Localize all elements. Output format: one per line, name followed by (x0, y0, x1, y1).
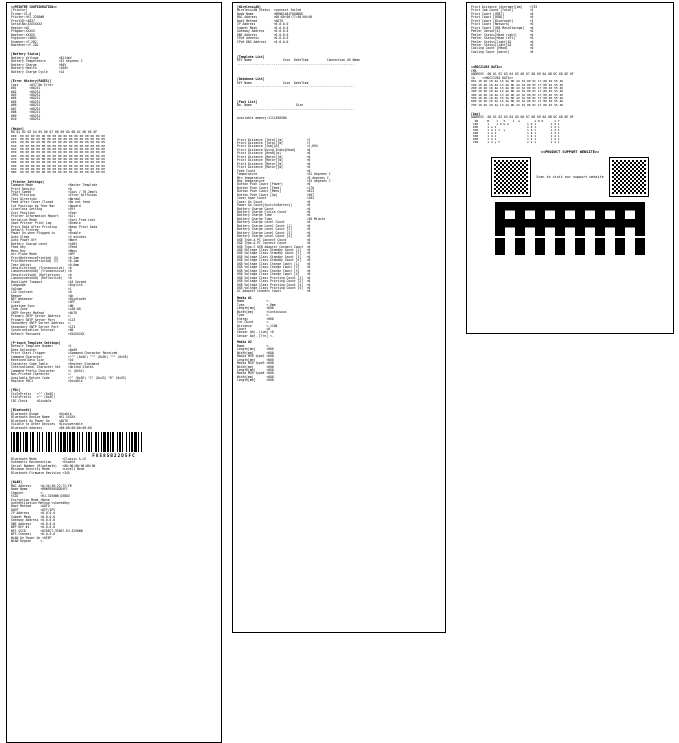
config-line: Enginver:<4B81 (11, 36, 37, 41)
config-line: Length[mm] <600 (237, 357, 274, 362)
rdc-hex-dump (471, 80, 669, 107)
config-line: Length[mm] <600 (237, 378, 274, 383)
config-line: 090 00 00 00 00 00 00 00 00 00 00 00 00 00 00 00 00 (11, 163, 105, 168)
maint-title: [Maint] (11, 126, 24, 131)
config-line: Non-Printed Character <- (11, 372, 72, 377)
config-line: Print Distance [Motor][m] <0 (237, 165, 311, 170)
database-list-title: [Database List] (237, 77, 265, 82)
config-line: Cover Open Count <103 (237, 196, 315, 201)
media2-block (237, 345, 441, 383)
config-line: #09 <00231 (11, 113, 41, 118)
config-line: Peeler Status[Head right] <0 (471, 32, 534, 37)
bluetooth-title: [Bluetooth] (11, 408, 32, 413)
config-line: Firmer:V2.0 (11, 11, 32, 16)
config-line: #07 <00231 (11, 106, 41, 111)
config-line: Width[mm] <Continuous (237, 309, 287, 314)
config-line: Minimum Security Mode <Level1 None (11, 467, 85, 472)
config-line: WEP KEY #1 <0.0.0.0 (11, 525, 56, 530)
printer-config-sheet-right (466, 2, 674, 334)
config-line: Print Density <0 (11, 186, 72, 191)
config-line: Subnet Mask <0.0.0.0 (11, 514, 56, 519)
config-line: DNS Address <0.0.0.0 (11, 521, 56, 526)
config-line: Peeler Status[light]A2 <0 (471, 39, 534, 44)
config-line: Battery Charge Time <0 (237, 213, 311, 218)
config-line: 000 00 00 00 00 00 00 00 00 00 00 00 00 00 00 00 00 (11, 133, 105, 138)
template-list-rule: ---------------------------------------------------------------- (237, 61, 355, 66)
config-line: 700 18 4D 18 4A 13 4A 0D 42 3A 00 0C 17 00 40 55 4D (471, 102, 564, 107)
config-line: 0A0 00 00 00 00 00 00 00 00 00 00 00 00 00 00 00 00 (11, 166, 105, 171)
config-line: Type <-9mm (237, 302, 276, 307)
qr-code-icon-2 (610, 158, 648, 196)
config-line: Print Distance [Total][m] <7 (237, 140, 311, 145)
config-line: Time Zone <+00:00 (11, 307, 81, 312)
config-line: WirelessLAN Status <connect failed (237, 8, 302, 13)
config-line: 080 00 00 00 00 00 00 00 00 00 00 00 00 00 00 00 00 (11, 160, 105, 165)
config-line: USB Type-C USB Adapter Connect Count <0 (237, 244, 311, 249)
support-website-header: <<PRODUCT SUPPORT WEBSITE>> (540, 149, 600, 154)
config-line: 600 18 4D 18 4A 13 4A 0D 42 3A 00 0C 17 00 40 55 4D (471, 99, 564, 104)
usage-counters-block (237, 139, 441, 294)
config-line: Autotime Sync <ON (11, 303, 74, 308)
config-line: Sensor Adj. [Trn] <- (237, 333, 274, 338)
config-line: SerialNo:XXXXXXXX (11, 22, 43, 27)
config-line: Encryption Mode <None (11, 497, 50, 502)
config-line: Length[mm] <600 (237, 306, 274, 311)
config-line: Gateway Address <0.0.0.0 (237, 29, 289, 34)
config-line: Battery Charge Count <0 (237, 206, 311, 211)
config-line: Print Distance [Average][mm] <733 (471, 5, 538, 9)
config-line: Bluetooth Address <00:00:00:00:00:00 (11, 425, 92, 430)
config-line: Progmar:XXXXX (11, 29, 35, 34)
config-line: Battery Voltage <8214mV (11, 55, 72, 60)
ptouch-template-title: [P-touch Template Settings] (11, 341, 61, 346)
config-line: Battery Charge Level Count [3] <0 (237, 230, 311, 235)
available-memory: Available memory:1111490580 (237, 116, 287, 121)
asp-art-block (471, 120, 669, 144)
config-line: USB Type-A PC Connect Count <0 (237, 237, 311, 242)
config-line: Available Return Code <^^ (0x5E) "C" (0x43) "R" (0x52) (11, 375, 127, 380)
config-line: Battery Charge <90% (11, 62, 67, 67)
config-line: Button Push Count [Power] <0 (237, 182, 311, 187)
config-line: Print Distance [Motor][m] <0 (237, 158, 311, 163)
config-line: Cover On Count <0 (237, 199, 311, 204)
media1-block (237, 300, 441, 338)
config-line: 060 00 00 00 00 00 00 00 00 00 00 00 00 00 00 00 00 (11, 153, 105, 158)
database-list-rule: ---------------------------------------------------------------- (237, 84, 355, 89)
qr-code-icon (492, 158, 530, 196)
hex-address-header: ADDRESS 00 01 02 03 04 05 06 07 08 09 0A 0B 0C 0D 0E 0F (471, 72, 574, 77)
database-list-header: KEY Name Size DateTime (237, 80, 309, 85)
config-line: 200 1 a 1 1 4 1 1 4 1 (471, 124, 560, 129)
template-list-header: KEY Name Size DateTime Connection OS Name (237, 58, 360, 63)
config-line: USB Voltage Class Printing Count [4] <0 (237, 286, 311, 290)
asp-address-header: ADDRESS 00 01 02 03 04 05 06 07 08 09 0A 0B 0C 0D 0E 0F (471, 115, 574, 120)
config-line: USB Voltage Class Printing Count [2] <0 (237, 279, 311, 284)
hex-sub-header: 1A <<RDC21V03 DATA>> (471, 75, 514, 80)
config-line: Print Job Count [Total] <3 (471, 8, 534, 13)
config-line: DHCP <OFF/IPS (11, 507, 56, 512)
config-line: Replace FNC1 <Disable (11, 379, 83, 383)
config-line: Menu Key <Menu (11, 248, 78, 253)
config-line: AC Adapter Connect Count <0 (237, 289, 311, 294)
config-line: Width[mm] <600 (237, 364, 274, 369)
config-line: 200 18 4D 18 4A 13 4A 0D 42 3A 00 0C 17 00 40 55 4D (471, 85, 564, 90)
config-line: USB Voltage Class Charge Count [1] <0 (237, 261, 311, 266)
config-line: USB Voltage Class Charge Count [4] <0 (237, 272, 311, 277)
config-line: Serial Number (Bluetooth) <00:00:00:00:00:00 (11, 463, 96, 468)
config-line: Peeler Status[light]A3 <0 (471, 42, 534, 47)
config-line: Default Password <XXXXXXXX (11, 331, 85, 336)
config-line: Print Distance [Head][m] <0 (237, 151, 311, 156)
config-line: Text Direction <Normal (11, 196, 81, 201)
config-line: Button Push Count [Feed] <170 (237, 185, 315, 190)
config-line: LCD Contrast <0 (11, 290, 72, 295)
config-line: USB Type-A PC Connect Count <0 (237, 241, 311, 246)
config-line: Bluetooth Device Name <RJ-XXXXX (11, 415, 76, 420)
error-history-title: [Error History(PAGES)] (11, 79, 52, 84)
config-line: 040 00 00 00 00 00 00 00 00 00 00 00 00 00 00 00 00 (11, 146, 105, 151)
pdl-block (11, 393, 217, 403)
config-line: Backlight Timeout <16 Second (11, 279, 87, 284)
config-line: WFS Channel <0.0.0.0 (11, 532, 56, 537)
config-line: 0B0 00 00 00 00 00 00 00 00 00 00 00 00 00 00 00 00 (11, 170, 105, 175)
config-line: IPv6 Address <0.0.0.0 (237, 36, 289, 41)
config-line: LuminescenceAdj (Reflective) <0 (11, 276, 72, 281)
config-line: 020 00 00 00 00 00 00 00 00 00 00 00 00 00 00 00 00 (11, 140, 105, 145)
config-line: Auto Sleep <3 minutes (11, 234, 87, 239)
config-line: Serialize Mode <Cont From Last (11, 217, 96, 222)
barcode-label: F858SB22D5FC (92, 452, 136, 458)
config-line: Region:<US (11, 25, 30, 30)
config-line: Battery Charge Level Count [4] <0 (237, 234, 311, 239)
config-line: International Character Set <United States (11, 365, 94, 370)
printer-settings-block (11, 184, 217, 336)
printer-config-sheet-middle (232, 2, 446, 633)
template-list-title: [Template List] (237, 54, 265, 59)
config-line: #02 <00231 (11, 89, 41, 94)
config-line: Max temperature <35 degrees C (237, 178, 331, 183)
maint-address-header: 00 01 02 03 04 05 06 07 08 09 0A 0B 0C 0D 0E 0F (11, 130, 98, 135)
config-line: Battery Health <100% (11, 66, 68, 71)
config-line: Air-Plane Mode <OFF (11, 252, 76, 257)
printer-config-sheet-left (6, 2, 222, 743)
config-line: PrintReferencePrintAdj (Y) <0.1mm (11, 259, 79, 264)
config-line: Type <- (237, 313, 271, 318)
maint-hex-dump (11, 135, 217, 175)
config-line: SensitivityAdj (Reflective) <0 (11, 272, 72, 277)
config-line: Gateway Address <0.0.0.0 (11, 518, 56, 523)
config-line: Feed Count <0 (237, 168, 311, 173)
config-line: Save Printer Print Log <Enable (11, 221, 81, 226)
printer-settings-title: [Printer Settings] (11, 179, 45, 184)
config-line: Command Mode <Raster Template (11, 183, 98, 188)
config-line: Print Distance [Total][m] <7 (237, 137, 311, 142)
config-line: 030 00 00 00 00 00 00 00 00 00 00 00 00 00 00 00 00 (11, 143, 105, 148)
config-line: JPEG Printing <Error Diffusion (11, 193, 98, 198)
config-line: Boot Method <AUTO (237, 18, 283, 23)
font-list-title: [Font List] (237, 99, 258, 104)
bluetooth-block (11, 413, 217, 430)
config-line: Clock <OFF (11, 300, 76, 305)
config-line: 100 1 1 0 U A 1 4 1 1 4 1 (471, 121, 560, 126)
config-line: Bluetooth Firmware Revision <345 (11, 470, 70, 475)
config-line: Media MCN type2 <600 (237, 354, 274, 359)
config-line: MAC Address <00:80:00:77:00:00:00 (237, 15, 313, 20)
bluetooth-extra-block (11, 458, 217, 475)
config-line: Default Printed <0 (11, 227, 72, 232)
config-line: 00 B 1 5 1 a 1 0 0 1 7 (471, 118, 560, 123)
rdc-data-title: <<RDC21V03 DATA>> (471, 65, 503, 70)
config-line: Battery Temperature <32 degrees C (11, 59, 83, 64)
calibration-pattern (495, 202, 645, 236)
config-line: Last <#37 No Error (11, 82, 54, 87)
config-line: Print Distance Using Index[Head] <0 (237, 147, 311, 152)
config-line: 001 18 4D 18 4A 13 4A 0D 42 3A 00 0C 17 00 40 55 4D (471, 79, 564, 84)
config-line: Count <0 (237, 326, 271, 331)
config-line: Channel <- (11, 490, 45, 495)
font-list-header: No. Name Size (237, 103, 304, 108)
config-line: Peeler Status[Head left] <0 (471, 36, 534, 41)
barcode-image (11, 432, 217, 452)
config-line: Feed After Cover Closed <Do not feed (11, 200, 90, 205)
config-line: Print Count [Network] <0 (471, 22, 534, 27)
config-line: #03 <00231 (11, 92, 41, 97)
config-line: Print Data After Printing <Keep Print Data (11, 224, 98, 229)
config-line: Beeper <On (11, 293, 74, 298)
wlan-block (11, 485, 217, 544)
config-line: Name <- (237, 299, 271, 304)
config-line: Bootver:XXXXX (11, 32, 35, 37)
config-line: Temperature <32 degrees C (237, 172, 331, 177)
config-line: Default Template Number <1 (11, 344, 72, 349)
config-line: Width[mm] <600 (237, 350, 274, 355)
config-line: USB Voltage Class Printing Count [1] <0 (237, 275, 311, 280)
error-history-block (11, 84, 217, 122)
config-line: Character Code Table <Brother Standard (11, 361, 100, 366)
config-line: Exit Position <Tear (11, 210, 78, 215)
config-line: Node Name <BRN01A81F0D00DD (237, 11, 304, 16)
config-line: FixFxPrefix <^^ (0x5E) (11, 391, 56, 396)
config-line: [Printer] (11, 8, 28, 13)
config-line: MAC Address <0:SA:38:22:72:FB (11, 483, 72, 488)
wirelesslan-block (237, 9, 441, 44)
config-line: PrintID:<4837 (11, 18, 35, 23)
config-line: 070 00 00 00 00 00 00 00 00 00 00 00 00 00 00 00 00 (11, 156, 105, 161)
config-line: WLAN On Power On <KEEP (11, 535, 52, 540)
config-line: Printer:<RJ-3250WB (11, 15, 45, 20)
config-line: SensitivityAdj (Transmissive) <0 (11, 265, 72, 270)
config-line: #05 <00231 (11, 99, 41, 104)
config-line: IP Address <0.0.0.0 (237, 22, 289, 27)
config-line: Width[mm] <600 (237, 374, 274, 379)
config-line: 600 1 4 1 1 4 1 1 4 1 (471, 136, 560, 141)
config-line: DNS Address <0.0.0.0 (237, 32, 289, 37)
config-line: Power On Count[Switch/Battery] <0 (237, 203, 311, 208)
config-line: Print Count [Bluetooth] <3 (471, 18, 534, 23)
config-line: NFC Wakeover <Bluetooth (11, 297, 87, 302)
config-line: Battery Charge Cycle <14 (11, 69, 65, 74)
config-line: Energy <600 (237, 316, 274, 321)
config-line: Print Count [USB MassStorage] <0 (471, 25, 534, 30)
config-line: Visible to Other Devices <Discoverable (11, 422, 83, 427)
config-line: Battery Charge Time <30 Minute (237, 216, 326, 221)
config-line: Cooling Count [motor] <0 (471, 49, 534, 54)
config-line: Power On when Plugged in <Enable (11, 231, 81, 236)
qr-row (471, 158, 669, 196)
config-title: <<PRINTER CONFIGURATION>> (11, 5, 57, 9)
config-line: Button Push Count [Menu] <823 (237, 189, 315, 194)
config-line: USB Voltage Class Standby Count [4] <0 (237, 258, 311, 263)
config-line: USB Voltage Class Standby Count [2] <0 (237, 251, 311, 256)
config-line: Language <English (11, 283, 83, 288)
battery-status-title: [Battery Status] (11, 52, 41, 57)
config-line: Volume <1 (11, 286, 72, 291)
config-line: 300 18 4D 18 4A 13 4A 0D 42 3A 00 0C 17 00 40 55 4D (471, 89, 564, 94)
config-line: Media MCN type3 <600 (237, 361, 274, 366)
config-line: Name <- (237, 343, 271, 348)
config-line: USB Voltage Class Charge Count [2] <0 (237, 265, 311, 270)
config-line: Bluetooth On Power On <AUTO (11, 418, 68, 423)
config-line: IPv6 DNS Address <0.0.0.0 (237, 39, 289, 44)
qr-caption: Scan to visit our support website (536, 174, 604, 179)
config-line: IP Address <0.0.0.0 (11, 511, 56, 516)
config-line: Feed Key <Feed (11, 245, 78, 250)
config-line: #10 <00231 (11, 117, 41, 122)
config-line: Command Character <^^^ (0x5E) "^" (0x5E) "^" (0x5E) (11, 354, 129, 359)
config-line: Length[mm] <600 (237, 367, 274, 372)
config-line: 300 1 4 1 1 y 1 4 1 1 4 1 (471, 127, 560, 132)
config-line: #04 <00231 (11, 96, 41, 101)
print-counters-block (471, 6, 669, 54)
config-line: Peeler Sensor[A] <0 (471, 29, 534, 34)
config-line: #08 <00231 (11, 110, 41, 115)
config-line: 400 18 4D 18 4A 13 4A 0D 42 3A 00 0C 17 00 40 55 4D (471, 92, 564, 97)
battery-status-block (11, 57, 217, 74)
wlan-title: [WLAN] (11, 480, 23, 485)
config-line: Secondary SNTP Server Address <- (11, 321, 72, 326)
config-line: Command Prefix Character <\ (0x5C) (11, 368, 85, 373)
config-line: 400 1 4 1 1 4 1 1 4 1 (471, 130, 560, 135)
config-line: USB Voltage Class Charge Count [3] <0 (237, 268, 311, 273)
media1-title: Media #1 (237, 295, 252, 300)
config-line: 010 00 00 00 00 00 00 00 00 00 00 00 00 00 00 00 00 (11, 136, 105, 141)
config-line: PrintReferencePrintAdj (X) <0.2mm (11, 255, 79, 260)
config-line: Printer Information Report <All (11, 214, 76, 219)
config-line: Media MCN type4 <600 (237, 371, 274, 376)
config-line: 050 00 00 00 00 00 00 00 00 00 00 00 00 00 00 00 00 (11, 150, 105, 155)
config-line: 500 1 4 1 1 4 1 1 4 1 (471, 133, 560, 138)
config-line: Print Count [USBT] <0 (471, 11, 534, 16)
config-line: Print Distance [Motor][m] <0 (237, 161, 311, 166)
config-line: Automatic Reconnection <Enable (11, 460, 76, 465)
config-line: Battery Charge Level Count [2] <0 (237, 227, 311, 232)
config-line: Node Name <BRWF858SB2D5FC (11, 487, 68, 492)
config-line: Boardver:<F.2D2 (11, 42, 39, 47)
config-line: Button Push Count [Up] <567 (237, 192, 315, 197)
ptouch-template-block (11, 345, 217, 383)
config-line: 700 1 4 y T 1 4 1 1 4 1 (471, 139, 560, 144)
config-line: 100 18 4D 18 4A 13 4A 0D 42 3A 00 0C 17 00 40 55 4D (471, 82, 564, 87)
config-line: Battery Charge Level Count [1] <0 (237, 223, 311, 228)
config-line: #01 <00231 (11, 86, 41, 91)
config-line: Synchronization Interval <60 (11, 328, 74, 333)
pdl-title: [PDL] (11, 388, 21, 393)
config-line: Print Count [USBD] <0 (471, 15, 534, 20)
config-line: FixFxPrefix <^^ (0x5E) (11, 395, 56, 400)
config-line: Enumver:<F.2B2 (11, 39, 37, 44)
config-line: Secondary SNTP Server Port <123 (11, 324, 76, 329)
config-line: Battery Charge Level <100% (11, 241, 78, 246)
config-line: USB Voltage Class Standby Count [1] <0 (237, 248, 311, 253)
config-line: CRC Check <Disable (11, 398, 52, 403)
config-line: WLAN Region <- (11, 538, 45, 543)
config-line: Primary SNTP Server Address <- (11, 314, 72, 319)
config-line: Battery Charge Level Count <0 (237, 220, 311, 225)
config-line: Distance <-1100 (237, 323, 278, 328)
config-line: Min temperature <9 degrees C (237, 175, 329, 180)
config-line: Authentication Method <sharedKey (11, 500, 70, 505)
config-line: WFS SSID <DIRECT-3SD07-RJ-3250WB (11, 528, 83, 533)
font-list-rule: ---------------------------------------------------------------- (237, 106, 355, 111)
config-line: USB Voltage Class Printing Count [3] <0 (237, 282, 311, 287)
config-line: Received Data Size <10 (11, 358, 74, 363)
config-line: Bluetooth Mode <Classic & LE (11, 456, 87, 461)
config-line: Print Distance [Job][m] <1,694 (237, 144, 318, 149)
config-line: Cooling Count [Head] <0 (471, 46, 534, 51)
wirelesslan-title: [WirelessLAN] (237, 5, 261, 9)
config-line: Primary SNTP Server Port <123 (11, 317, 76, 322)
config-line: Battery Charge Finish Count <0 (237, 210, 311, 215)
ima-label: IMA (471, 68, 477, 73)
config-line: Subnet Mask <0.0.0.0 (237, 25, 289, 30)
config-line: Bluetooth Usage <Enable (11, 411, 72, 416)
config-line: Tear Adjust <0.0mm (11, 262, 79, 267)
config-line: Cut Position by Tear Bar <Upward (11, 203, 81, 208)
calibration-pattern-2 (495, 238, 645, 255)
config-line: Print Start Trigger <Command Character Received (11, 351, 118, 356)
config-line: Print Distance [Motor][m] <0 (237, 154, 311, 159)
config-line: Auto Power Off <None (11, 238, 78, 243)
config-line: Cut Count <- (237, 320, 271, 325)
config-line: LuminescenceAdj (Transmissive) <0 (11, 269, 72, 274)
config-line: Length[mm] <600 (237, 347, 274, 352)
config-line: USB Voltage Class Standby Count [3] <0 (237, 254, 311, 259)
printer-info-block (11, 9, 217, 47)
asp-title: [Asp] (471, 111, 481, 116)
config-line: SNTP Server Method <AUTO (11, 310, 78, 315)
config-line: Data Delimiter <0x09 (11, 347, 78, 352)
config-line: Sensor Adj. [Lum] <0 (237, 330, 274, 335)
media2-title: Media #2 (237, 340, 252, 345)
config-line: Print Speed <3ips / 76.2mm/s (11, 189, 98, 194)
config-line: 500 18 4D 18 4A 13 4A 0D 42 3A 00 0C 17 00 40 55 4D (471, 95, 564, 100)
config-line: Linerless Setting <Off (11, 207, 76, 212)
config-line: #06 <00231 (11, 103, 41, 108)
config-line: SSID <RJ-3250WB_D5BD3 (11, 494, 70, 499)
config-line: Boot Method <AUTO (11, 504, 50, 509)
